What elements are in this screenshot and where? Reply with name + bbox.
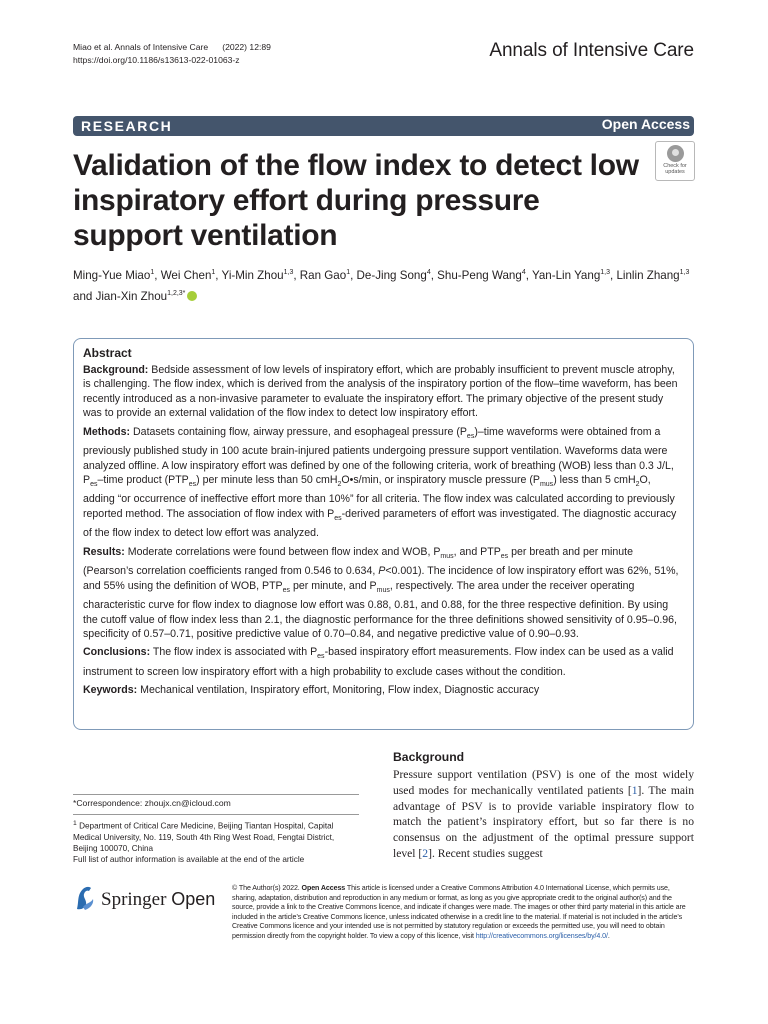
publisher-suffix: Open: [171, 889, 216, 909]
journal-name: Annals of Intensive Care: [489, 40, 694, 61]
abstract-heading: Abstract: [83, 346, 132, 360]
open-access-label: Open Access: [601, 116, 690, 132]
running-header: [73, 41, 271, 67]
abstract-background: Background: Bedside assessment of low levels of inspiratory effort, which are probably insufficient to prevent muscle atrophy, is challenging. The flow index, which is derived from the analysis of the inspiratory portion of the flow–time waveform, has been recently introduced as a non-invasive parameter to evaluate the inspiratory effort. The primary objective of the present study was to provide an external validation of the flow index to detect low inspiratory effort.: [83, 364, 678, 420]
publisher-name: Springer: [101, 889, 167, 910]
check-for-updates-line2: updates: [665, 169, 685, 175]
check-for-updates-icon: [667, 145, 684, 162]
license-link[interactable]: http://creativecommons.org/licenses/by/4.0/: [475, 931, 608, 940]
abstract-results: Results: Moderate correlations were found between flow index and WOB, $P_{mus}$, and $PTP_{es}$ per breath and per minute (Pearson’s correlation coefficients ranged from 0.546 to 0.634, P<0.001). The incidence of low inspiratory effort was 62%, 51%, and 55% using the definition of WOB, $PTP_{es}$ per minute, and $P_{mus}$, respectively. The area under the receiver operating characteristic curve for flow index to diagnose low effort was 0.88, 0.81, and 0.88, for the three respective definition. By using the cutoff value of flow index less than 2.1, the diagnostic performance for the three definitions showed sensitivity of 0.95–0.96, specificity of 0.57–0.71, positive predictive value of 0.70–0.84, and negative predictive value of 0.90–0.93.: [83, 545, 679, 641]
article-type-label: RESEARCH: [81, 118, 173, 134]
check-for-updates-line1: Check for: [663, 163, 687, 169]
footnote-divider: [73, 794, 359, 795]
check-for-updates-button[interactable]: [655, 141, 695, 181]
abstract-conclusions: Conclusions: The flow index is associated with $P_{es}$-based inspiratory effort measurements. Flow index can be used as a valid instrument to screen low inspiratory effort with a high probability to exclude cases without the condition.: [83, 646, 674, 678]
correspondence-email[interactable]: *Correspondence: zhoujx.cn@icloud.com: [73, 798, 231, 808]
citation-year: (2022) 12:89: [222, 42, 271, 52]
author-list: Ming-Yue Miao$^1$, Wei Chen$^1$, Yi-Min Zhou$^{1,3}$, Ran Gao$^1$, De-Jing Song$^4$, Shu-Peng Wang$^4$, Yan-Lin Yang$^{1,3}$, Linlin Zhang$^{1,3}$ and Jian-Xin Zhou$^{1,2,3*}$: [73, 268, 690, 303]
license-text: © The Author(s) 2022. Open Access This article is licensed under a Creative Commons Attribution 4.0 International License, which permits use, sharing, adaptation, distribution and reproduction in any medium or format, as long as you give appropriate credit to the original author(s) and the source, provide a link to the Creative Commons licence, and indicate if changes were made. The images or other third party material in this article are included in the article’s Creative Commons licence, unless indicated otherwise in a credit line to the material. If material is not included in the article’s Creative Commons licence and your intended use is not permitted by statutory regulation or exceeds the permitted use, you will need to obtain permission directly from the copyright holder. To view a copy of this licence, visit http://creativecommons.org/licenses/by/4.0/.: [232, 884, 686, 940]
abstract-box: [73, 338, 694, 730]
section-heading-background: Background: [393, 750, 465, 764]
affiliation-block: [73, 818, 359, 866]
article-title: Validation of the flow index to detect low inspiratory effort during pressure support ventilation: [73, 149, 639, 252]
article-type-banner: [73, 116, 694, 136]
affiliation-divider: [73, 814, 359, 815]
reference-link-1[interactable]: 1: [631, 783, 638, 797]
orcid-icon[interactable]: [187, 291, 197, 301]
abstract-keywords: Keywords: Mechanical ventilation, Inspiratory effort, Monitoring, Flow index, Diagnostic accuracy: [83, 684, 540, 697]
affiliation-number: 1: [73, 820, 77, 827]
citation-authors: Miao et al. Annals of Intensive Care: [73, 42, 209, 52]
springer-horse-icon: [73, 883, 97, 913]
reference-link-2[interactable]: 2: [422, 846, 429, 860]
affiliation-note: Full list of author information is available at the end of the article: [73, 855, 305, 865]
body-paragraph: Pressure support ventilation (PSV) is one of the most widely used modes for mechanically ventilated patients [1]. The main advantage of PSV is to provide variable inspiratory flow to match the patient’s inspiratory effort, but so far there is no consensus on the adjustment of the optimal pressure support level [2]. Recent studies suggest: [393, 768, 694, 860]
abstract-methods: Methods: Datasets containing flow, airway pressure, and esophageal pressure $(P_{es})$–time waveforms were obtained from a previously published study in 100 acute brain-injured patients undergoing pressure support ventilation. Waveforms data were analyzed offline. A low inspiratory effort was defined by one of the following criteria, work of breathing (WOB) less than 0.3 J/L, $P_{es}$–time product $(PTP_{es})$ per minute less than 50 cmH$_2$O•s/min, or inspiratory muscle pressure $(P_{mus})$ less than 5 cmH$_2$O, adding “or occurrence of ineffective effort more than 10%” for all criteria. The flow index was calculated according to previously reported method. The association of flow index with $P_{es}$-derived parameters of effort was investigated. The diagnostic accuracy of the flow index to detect low effort was analyzed.: [83, 425, 677, 540]
doi-link[interactable]: https://doi.org/10.1186/s13613-022-01063-z: [73, 55, 240, 65]
affiliation-text: Department of Critical Care Medicine, Beijing Tiantan Hospital, Capital Medical University, No. 119, South 4th Ring West Road, Fengtai District, Beijing 100070, China: [73, 821, 335, 854]
